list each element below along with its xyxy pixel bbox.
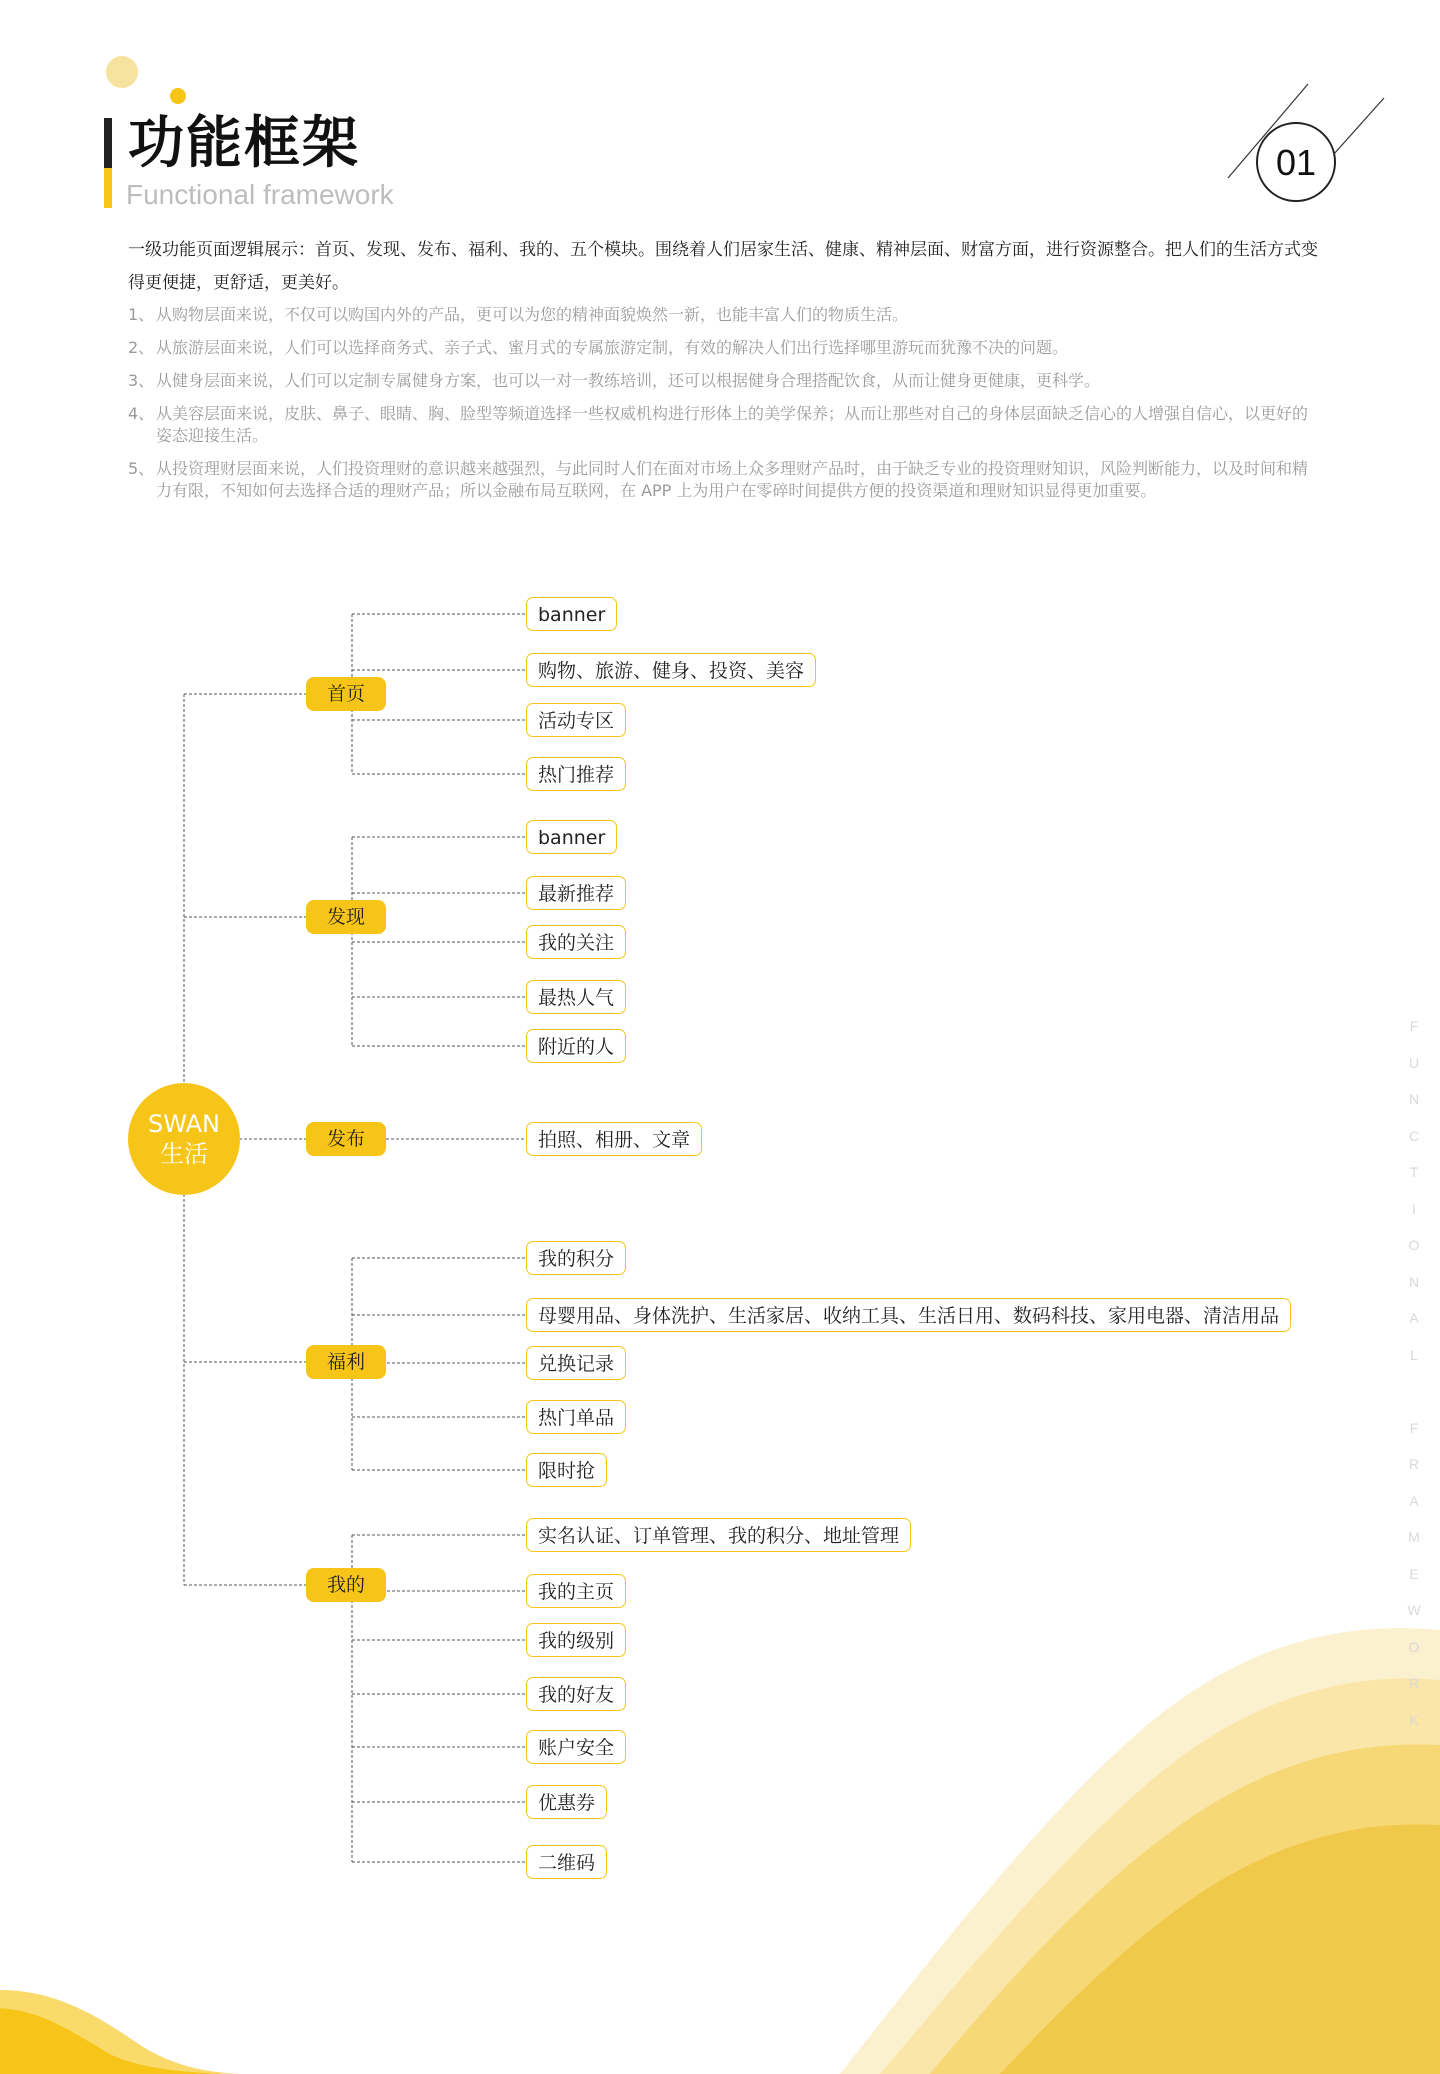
leaf-node: 热门推荐 xyxy=(526,757,626,791)
side-letter: F xyxy=(1409,1018,1419,1034)
leaf-node: 附近的人 xyxy=(526,1029,626,1063)
side-letter: O xyxy=(1408,1638,1420,1655)
side-letter: W xyxy=(1407,1602,1421,1618)
leaf-node: 母婴用品、身体洗护、生活家居、收纳工具、生活日用、数码科技、家用电器、清洁用品 xyxy=(526,1298,1291,1332)
leaf-node: 购物、旅游、健身、投资、美容 xyxy=(526,653,816,687)
side-letter: E xyxy=(1409,1565,1419,1582)
page-title: 功能框架 xyxy=(128,111,360,176)
leaf-node: 兑换记录 xyxy=(526,1346,626,1380)
page-subtitle: Functional framework xyxy=(126,179,394,210)
page-number-badge: 01 xyxy=(1256,122,1336,202)
category-node: 福利 xyxy=(306,1345,386,1379)
leaf-node: 活动专区 xyxy=(526,703,626,737)
leaf-node: 我的积分 xyxy=(526,1241,626,1275)
side-letter: K xyxy=(1409,1711,1419,1728)
point-number: 1、 xyxy=(128,305,155,324)
side-letter: R xyxy=(1408,1456,1420,1472)
point-text: 从购物层面来说，不仅可以购国内外的产品，更可以为您的精神面貌焕然一新，也能丰富人们的物质生活。 xyxy=(156,305,909,324)
category-node: 我的 xyxy=(306,1568,386,1602)
side-letter: A xyxy=(1409,1492,1419,1509)
category-node: 发现 xyxy=(306,900,386,934)
point-number: 3、 xyxy=(128,371,155,390)
leaf-node: 最热人气 xyxy=(526,980,626,1014)
side-letter: A xyxy=(1409,1310,1419,1326)
side-letter: L xyxy=(1410,1346,1418,1363)
leaf-node: 优惠券 xyxy=(526,1785,607,1819)
leaf-node: 我的主页 xyxy=(526,1574,626,1608)
side-letter: C xyxy=(1408,1127,1420,1144)
point-number: 4、 xyxy=(128,404,155,423)
point-text: 从旅游层面来说，人们可以选择商务式、亲子式、蜜月式的专属旅游定制，有效的解决人们出行选择哪里游玩而犹豫不决的问题。 xyxy=(156,338,1069,357)
side-letter: T xyxy=(1409,1164,1419,1180)
leaf-node: 最新推荐 xyxy=(526,876,626,910)
side-letter: N xyxy=(1408,1273,1420,1290)
point-number: 5、 xyxy=(128,459,155,478)
category-node: 首页 xyxy=(306,677,386,711)
leaf-node: 限时抢 xyxy=(526,1453,607,1487)
leaf-node: 我的关注 xyxy=(526,925,626,959)
intro-paragraph: 一级功能页面逻辑展示：首页、发现、发布、福利、我的、五个模块。围绕着人们居家生活、健康、精神层面、财富方面，进行资源整合。把人们的生活方式变得更便捷，更舒适，更美好。 xyxy=(128,240,1318,293)
side-letter: M xyxy=(1408,1529,1420,1545)
side-letter: I xyxy=(1412,1200,1416,1217)
leaf-node: 实名认证、订单管理、我的积分、地址管理 xyxy=(526,1518,911,1552)
point-text: 从美容层面来说，皮肤、鼻子、眼睛、胸、脸型等频道选择一些权威机构进行形体上的美学保养；从而让那些对自己的身体层面缺乏信心的人增强自信心，以更好的姿态迎接生活。 xyxy=(156,404,1309,445)
leaf-node: 二维码 xyxy=(526,1845,607,1879)
leaf-node: 我的级别 xyxy=(526,1623,626,1657)
point-number: 2、 xyxy=(128,338,155,357)
root-node-line1: SWAN xyxy=(147,1110,221,1138)
root-node-line2: 生活 xyxy=(160,1140,208,1168)
point-text: 从健身层面来说，人们可以定制专属健身方案，也可以一对一教练培训，还可以根据健身合理搭配饮食，从而让健身更健康，更科学。 xyxy=(156,371,1101,390)
side-letter: O xyxy=(1408,1237,1420,1253)
leaf-node: banner xyxy=(526,820,617,854)
leaf-node: banner xyxy=(526,597,617,631)
point-text: 从投资理财层面来说，人们投资理财的意识越来越强烈，与此同时人们在面对市场上众多理财产品时，由于缺乏专业的投资理财知识，风险判断能力，以及时间和精力有限，不知如何去选择合适的理财产品；所以金融布局互联网，在 APP 上为用户在零碎时间提供方便的投资渠道和理财知识显得更加重要。 xyxy=(156,459,1309,500)
leaf-node: 热门单品 xyxy=(526,1400,626,1434)
side-letter: F xyxy=(1409,1419,1419,1436)
leaf-node: 我的好友 xyxy=(526,1677,626,1711)
side-letter: U xyxy=(1408,1054,1420,1071)
side-letter: N xyxy=(1408,1091,1420,1107)
side-letter: R xyxy=(1408,1675,1420,1691)
root-node xyxy=(128,1083,240,1195)
leaf-node: 拍照、相册、文章 xyxy=(526,1122,702,1156)
category-node: 发布 xyxy=(306,1122,386,1156)
leaf-node: 账户安全 xyxy=(526,1730,626,1764)
